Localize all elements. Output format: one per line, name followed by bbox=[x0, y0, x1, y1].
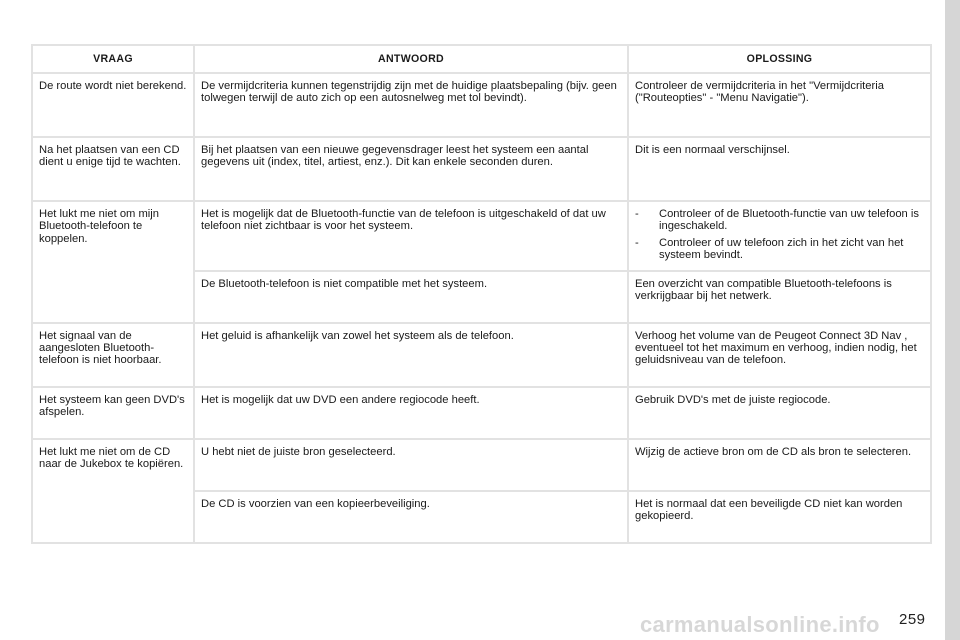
table-row bbox=[32, 201, 931, 271]
header-antwoord: ANTWOORD bbox=[194, 45, 628, 73]
question-cell: Het lukt me niet om de CD naar de Jukebox te kopiëren. bbox=[32, 439, 194, 543]
solution-cell bbox=[628, 201, 931, 271]
table-row bbox=[32, 73, 931, 137]
question-cell: Het lukt me niet om mijn Bluetooth-telefoon te koppelen. bbox=[32, 201, 194, 323]
answer-cell: U hebt niet de juiste bron geselecteerd. bbox=[194, 439, 628, 491]
table-header-row bbox=[32, 45, 931, 73]
answer-cell: Bij het plaatsen van een nieuwe gegevensdrager leest het systeem een aantal gegevens uit (index, titel, artiest, enz.). Dit kan enkele seconden duren. bbox=[194, 137, 628, 201]
solution-cell: Dit is een normaal verschijnsel. bbox=[628, 137, 931, 201]
question-cell: Het systeem kan geen DVD's afspelen. bbox=[32, 387, 194, 439]
answer-cell: Het is mogelijk dat de Bluetooth-functie van de telefoon is uitgeschakeld of dat uw telefoon niet zichtbaar is voor het systeem. bbox=[194, 201, 628, 271]
solution-cell: Controleer de vermijdcriteria in het "Vermijdcriteria ("Routeopties" - "Menu Navigatie"). bbox=[628, 73, 931, 137]
faq-table bbox=[31, 44, 932, 544]
solution-text: Controleer of uw telefoon zich in het zicht van het systeem bevindt. bbox=[659, 236, 904, 262]
table-row bbox=[32, 387, 931, 439]
answer-cell: Het is mogelijk dat uw DVD een andere regiocode heeft. bbox=[194, 387, 628, 439]
table-row bbox=[32, 137, 931, 201]
solution-cell: Verhoog het volume van de Peugeot Connect 3D Nav , eventueel tot het maximum en verhoog, indien nodig, het geluidsniveau van de telefoon. bbox=[628, 323, 931, 387]
solution-text: Controleer of de Bluetooth-functie van uw telefoon is ingeschakeld. bbox=[659, 208, 919, 233]
watermark: carmanualsonline.info bbox=[640, 612, 880, 637]
solution-list-item bbox=[635, 208, 924, 233]
answer-cell: De vermijdcriteria kunnen tegenstrijdig zijn met de huidige plaatsbepaling (bijv. geen tolwegen terwijl de auto zich op een autosnelweg met tol bevindt). bbox=[194, 73, 628, 137]
answer-cell: De CD is voorzien van een kopieerbeveiliging. bbox=[194, 491, 628, 543]
solution-list bbox=[635, 208, 924, 262]
answer-cell: De Bluetooth-telefoon is niet compatible met het systeem. bbox=[194, 271, 628, 323]
dash-bullet: - bbox=[635, 208, 639, 220]
question-cell: De route wordt niet berekend. bbox=[32, 73, 194, 137]
solution-cell: Gebruik DVD's met de juiste regiocode. bbox=[628, 387, 931, 439]
solution-cell: Het is normaal dat een beveiligde CD niet kan worden gekopieerd. bbox=[628, 491, 931, 543]
table-row bbox=[32, 439, 931, 491]
header-oplossing: OPLOSSING bbox=[628, 45, 931, 73]
table-row bbox=[32, 323, 931, 387]
page-edge-bar bbox=[945, 0, 960, 640]
page-number: 259 bbox=[899, 611, 926, 628]
header-vraag: VRAAG bbox=[32, 45, 194, 73]
question-cell: Het signaal van de aangesloten Bluetooth-telefoon is niet hoorbaar. bbox=[32, 323, 194, 387]
solution-cell: Wijzig de actieve bron om de CD als bron te selecteren. bbox=[628, 439, 931, 491]
answer-cell: Het geluid is afhankelijk van zowel het systeem als de telefoon. bbox=[194, 323, 628, 387]
question-cell: Na het plaatsen van een CD dient u enige tijd te wachten. bbox=[32, 137, 194, 201]
solution-list-item bbox=[635, 237, 924, 262]
solution-cell: Een overzicht van compatible Bluetooth-telefoons is verkrijgbaar bij het netwerk. bbox=[628, 271, 931, 323]
dash-bullet: - bbox=[635, 236, 639, 249]
